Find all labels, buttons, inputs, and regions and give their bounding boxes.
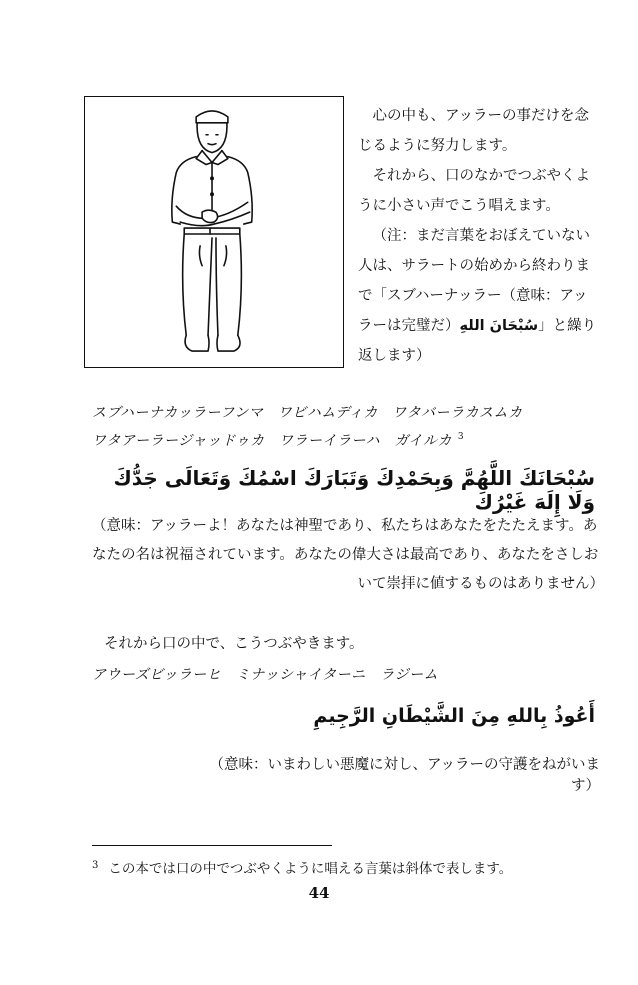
taawwudh-arabic-text: أَعُوذُ بِاللهِ مِنَ الشَّيْطَانِ الرَّجِيمِ	[313, 705, 595, 727]
dua-transliteration-line-1: スブハーナカッラーフンマ ワビハムディカ ワタバーラカスムカ	[92, 405, 523, 421]
note-text-after: 」と繰り返します）	[358, 318, 597, 364]
dua-meaning-line-1: （意味：アッラーよ！あなたは神聖であり、私たちはあなたをたたえます。あ	[92, 518, 598, 534]
footnote-reference: 3	[457, 432, 465, 443]
instruction-note	[358, 221, 598, 371]
taawwudh-intro: それから口の中で、こうつぶやきます。	[104, 636, 364, 652]
footnote-number: 3	[92, 859, 99, 871]
footnote	[92, 857, 512, 877]
dua-transliteration-line-2	[92, 430, 612, 450]
note-text-before: （注：まだ言葉をおぼえていない人は、サラートの始めから終わりまで「スブハーナッラー（意味：アッラーは完璧だ）	[358, 228, 590, 334]
standing-man-with-folded-hands-illustration	[85, 97, 343, 367]
dua-meaning-line-3: いて崇拝に値するものはありません）	[357, 576, 604, 592]
illustration-frame	[84, 96, 344, 368]
instruction-text	[358, 101, 598, 371]
dua-meaning	[92, 512, 604, 599]
instruction-paragraph-1: 心の中も、アッラーの事だけを念じるように努力します。	[358, 108, 589, 154]
page-number: 44	[308, 884, 330, 902]
dua-meaning-line-2: なたの名は祝福されています。あなたの偉大さは最高であり、あなたをさしお	[92, 547, 599, 563]
taawwudh-meaning: （意味：いまわしい悪魔に対し、アッラーの守護をねがいます）	[209, 757, 600, 794]
footnote-text: この本では口の中でつぶやくように唱える言葉は斜体で表します。	[108, 861, 513, 877]
taawwudh-transliteration: アウーズビッラーヒ ミナッシャイターニ ラジーム	[92, 667, 439, 683]
footnote-divider	[92, 845, 332, 846]
dua-arabic-text: سُبْحَانَكَ اللَّهُمَّ وَبِحَمْدِكَ وَتَبَارَكَ اسْمُكَ وَتَعَالَى جَدُّكَ وَلَا إِلَهَ غَيْرُكَ	[113, 466, 595, 514]
subhanallah-arabic: سُبْحَانَ اللهِ	[459, 318, 539, 334]
instruction-paragraph-2: それから、口のなかでつぶやくように小さい声でこう唱えます。	[358, 168, 590, 214]
dua-transliteration-text: ワタアーラージャッドゥカ ワラーイラーハ ガイルカ	[92, 433, 452, 449]
